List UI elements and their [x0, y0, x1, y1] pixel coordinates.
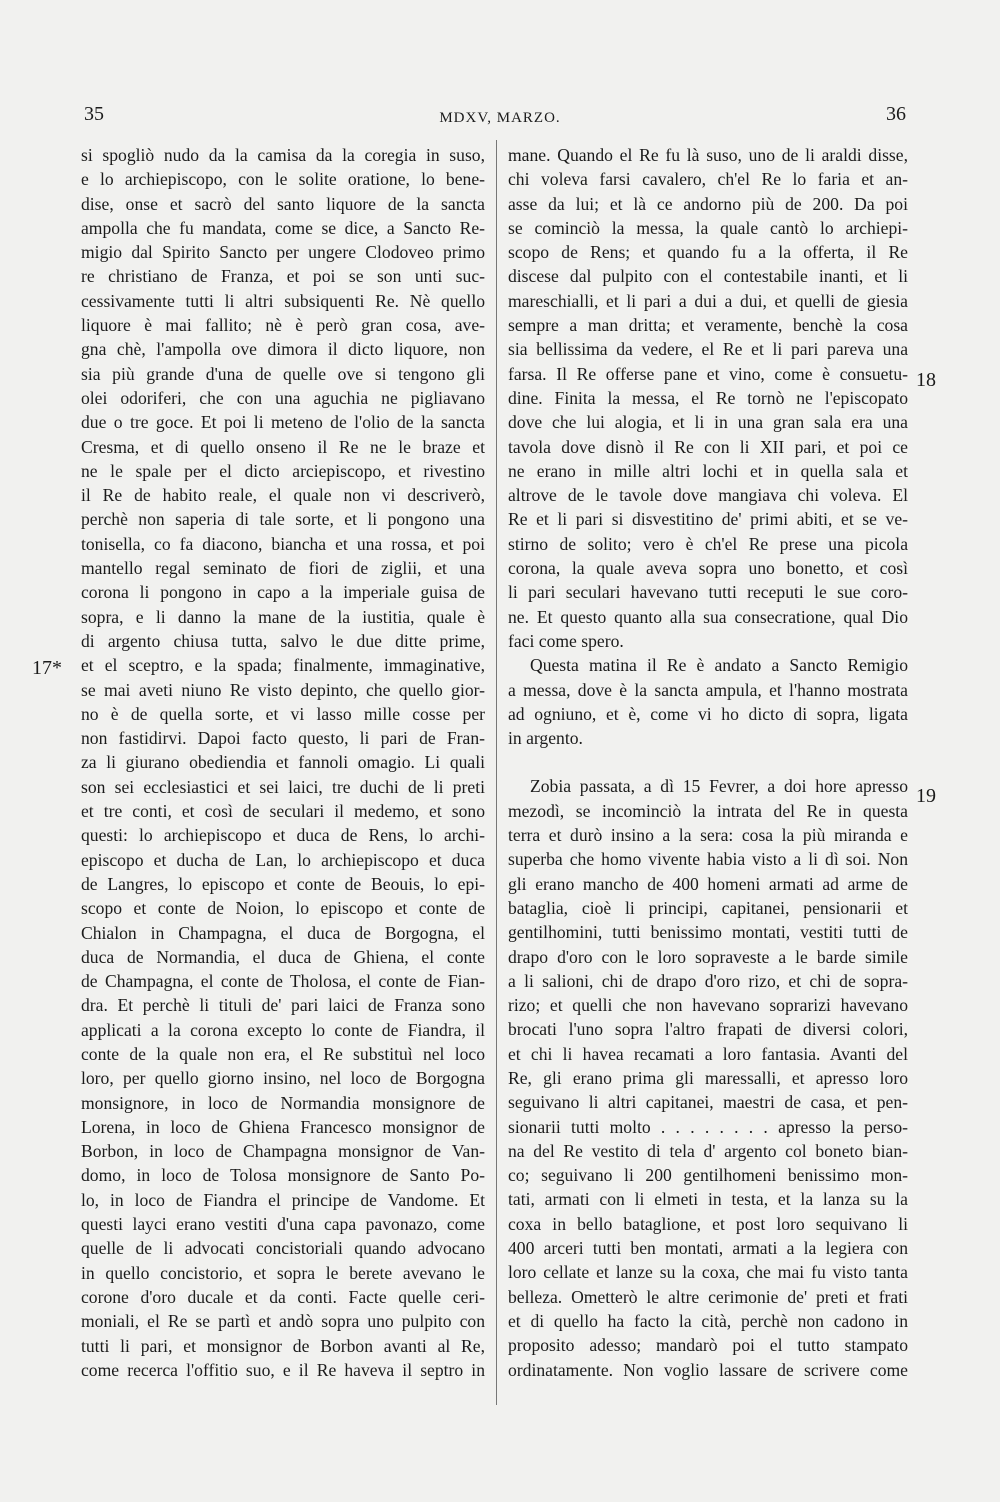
text-line: Re et li pari si disvestitino de' primi abiti, et se ve-	[508, 509, 908, 530]
paragraph-gap	[508, 750, 908, 774]
text-line: moniali, el Re se partì et andò sopra uno pulpito con	[81, 1311, 485, 1332]
text-line: questi layci erano vestiti d'una capa pavonazo, come	[81, 1214, 485, 1235]
text-line: tonisella, co fa diacono, biancha et una rossa, et poi	[81, 533, 485, 554]
text-line: ordinatamente. Non voglio lassare de scrivere come	[508, 1359, 908, 1380]
text-line: due o tre goce. Et poi li meteno de l'olio de la sancta	[81, 412, 485, 433]
text-line: Questa matina il Re è andato a Sancto Remigio	[530, 655, 908, 676]
text-line: si spogliò nudo da la camisa da la coregia in suso,	[81, 145, 485, 165]
text-line: in argento.	[508, 728, 583, 749]
text-line: applicati a la corona excepto lo conte de Fiandra, il	[81, 1019, 485, 1040]
text-line: za li giurano obediendia et fannoli omagio. Li quali	[81, 752, 485, 773]
page-number-right: 36	[886, 103, 906, 125]
text-line: in quello concistorio, et sopra le berete avevano le	[81, 1262, 485, 1283]
text-line: lo, in loco de Fiandra el principe de Vandome. Et	[81, 1189, 485, 1210]
right-column	[508, 143, 908, 1382]
text-line: scopo et conte de Noion, lo episcopo et conte de	[81, 898, 485, 919]
text-line: de Champagna, el conte de Tholosa, el conte de Fian-	[81, 971, 485, 992]
text-line: brocati l'uno sopra l'altro frapati de diversi colori,	[508, 1019, 908, 1040]
text-line: chi voleva farsi cavalero, ch'el Re lo faria et an-	[508, 169, 908, 190]
text-line: proposito adesso; mandarò poi el tutto stampato	[508, 1335, 908, 1356]
text-line: superba che homo vivente habia visto a li dì soi. Non	[508, 849, 908, 870]
text-line: scopo de Rens; et quando fu a la offerta, il Re	[508, 242, 908, 263]
margin-note-right-18: 18	[916, 369, 936, 391]
text-line: et tre conti, et così de seculari il medemo, et sono	[81, 801, 485, 822]
text-line: re christiano de Franza, et poi se son unti suc-	[81, 266, 485, 287]
text-line: ne erano in mille altri lochi et in quella sala et	[508, 460, 908, 481]
text-line: et chi li havea recamati a loro fantasia. Avanti del	[508, 1043, 908, 1064]
text-line: se mai aveti niuno Re visto depinto, che quello gior-	[81, 679, 485, 700]
text-line: a messa, dove è la sancta ampula, et l'hanno mostrata	[508, 679, 908, 700]
text-line: belleza. Ometterò le altre cerimonie de' preti et frati	[508, 1286, 908, 1307]
text-line: migio dal Spirito Sancto per ungere Clodoveo primo	[81, 242, 485, 263]
text-line: liquore è mai fallito; nè è però gran cosa, ave-	[81, 315, 485, 336]
text-line: sia bellissima da vedere, el Re et li pari pareva una	[508, 339, 908, 360]
text-line: questi: lo archiepiscopo et duca de Rens, lo archi-	[81, 825, 485, 846]
text-line: discese dal pulpito con el contestabile inanti, et li	[508, 266, 908, 287]
running-title: MDXV, MARZO.	[439, 110, 561, 126]
text-line: sempre a man dritta; et veramente, benchè la cosa	[508, 315, 908, 336]
text-line: Borbon, in loco de Champagna monsignor de Van-	[81, 1141, 485, 1162]
text-line: gli erano mancho de 400 homeni armati ad arme de	[508, 873, 908, 894]
text-line: co; seguivano li 200 gentilhomeni benissimo mon-	[508, 1165, 908, 1186]
text-line: li pari seculari havevano tutti receputi le sue coro-	[508, 582, 908, 603]
text-line: a li salioni, chi de drapo d'oro rizo, et chi de sopra-	[508, 970, 908, 991]
text-line: asse da lui; et là ce andorno più de 200. Da poi	[508, 193, 908, 214]
text-line: di argento chiusa tutta, salvo le due ditte prime,	[81, 630, 485, 651]
text-line: quelle de li advocati concistoriali quando advocano	[81, 1238, 485, 1259]
text-line: tutti li pari, et monsignor de Borbon avanti al Re,	[81, 1335, 485, 1356]
text-line: 400 arceri tutti ben montati, armati a la legiera con	[508, 1238, 908, 1259]
text-line: loro, per quello giorno insino, nel loco de Borgogna	[81, 1068, 485, 1089]
text-line: son sei ecclesiastici et sei laici, tre duchi de li preti	[81, 776, 485, 797]
text-line: et di quello ha facto la cità, perchè non cadono in	[508, 1310, 908, 1331]
text-line: ne le spale per el dicto arciepiscopo, et rivestino	[81, 460, 485, 481]
text-line: tavola dove disnò il Re con li XII pari, et poi ce	[508, 436, 908, 457]
text-line: e lo archiepiscopo, con le solite oratione, lo bene-	[81, 169, 485, 190]
text-line: seguivano li altri capitanei, maestri de casa, et pen-	[508, 1092, 908, 1113]
text-line: cessivamente tutti li altri subsiquenti Re. Nè quello	[81, 290, 485, 311]
text-line: perchè non saperia di tale sorte, et li pongono una	[81, 509, 485, 530]
text-line: il Re de habito reale, el quale non vi descriverò,	[81, 485, 485, 506]
text-line: conte de la quale non era, el Re substituì nel loco	[81, 1043, 485, 1064]
text-line: drapo d'oro con le loro sopraveste a le barde simile	[508, 946, 908, 967]
text-line: Re, gli erano prima gli maressalli, et apresso loro	[508, 1067, 908, 1088]
text-line: come recerca l'offitio suo, e il Re haveva il septro in	[81, 1359, 485, 1380]
text-line: sia più grande d'una de quelle ove si tengono gli	[81, 363, 485, 384]
text-line: mezodì, se incominciò la intrata del Re in questa	[508, 800, 908, 821]
text-line: se cominciò la messa, la quale cantò lo archiepi-	[508, 217, 908, 238]
text-line: Chialon in Champagna, el duca de Borgogna, el	[81, 922, 485, 943]
text-line: tati, armati con li elmeti in testa, et la lanza su la	[508, 1189, 908, 1210]
text-line: rizo; et quelli che non havevano soprarizi havevano	[508, 995, 908, 1016]
margin-note-left: 17*	[32, 657, 62, 679]
text-line: corone d'oro ducale et da conti. Facte quelle ceri-	[81, 1286, 485, 1307]
text-line: altrove de le tavole dove mangiava chi voleva. El	[508, 485, 908, 506]
margin-note-right-19: 19	[916, 785, 936, 807]
column-divider	[496, 140, 497, 1405]
text-line: non fastidirvi. Dapoi facto questo, li pari de Fran-	[81, 728, 485, 749]
text-line: sopra, e li danno la mane de la iustitia, quale è	[81, 606, 485, 627]
text-line: terra et durò insino a la sera: cosa la più miranda e	[508, 825, 908, 846]
text-line: de Langres, lo episcopo et conte de Beouis, lo epi-	[81, 873, 485, 894]
text-line: duca de Normandia, el duca de Ghiena, el conte	[81, 946, 485, 967]
text-line: sionarii tutti molto . . . . . . . . apresso la perso-	[508, 1116, 908, 1137]
text-line: mane. Quando el Re fu là suso, uno de li araldi disse,	[508, 145, 908, 165]
text-line: corona li pongono in capo a la imperiale guisa de	[81, 582, 485, 603]
text-line: domo, in loco de Tolosa monsignore de Santo Po-	[81, 1165, 485, 1186]
text-line: Cresma, et di quello onseno il Re ne le braze et	[81, 436, 485, 457]
text-line: coxa in bello bataglione, et post loro sequivano li	[508, 1213, 908, 1234]
text-line: mantello regal seminato de fiori de ziglii, et una	[81, 558, 485, 579]
text-line: Zobia passata, a dì 15 Fevrer, a doi hore apresso	[530, 776, 908, 797]
text-line: dra. Et perchè li tituli de' pari laici de Franza sono	[81, 995, 485, 1016]
text-line: farsa. Il Re offerse pane et vino, come è consuetu-	[508, 363, 908, 384]
text-line: no è de quella sorte, et vi lasso mille cosse per	[81, 703, 485, 724]
text-line: monsignore, in loco de Normandia monsignore de	[81, 1092, 485, 1113]
left-column	[81, 143, 485, 1382]
text-line: Lorena, in loco de Ghiena Francesco monsignor de	[81, 1116, 485, 1137]
text-line: loro cellate et lanze su la coxa, che mai fu visto tanta	[508, 1262, 908, 1283]
text-line: ad ogniuno, et è, come vi ho dicto di sopra, ligata	[508, 703, 908, 724]
text-line: corona, la quale aveva sopra uno bonetto, et così	[508, 558, 908, 579]
text-line: ne. Et questo quanto alla sua consecratione, qual Dio	[508, 606, 908, 627]
text-line: faci come spero.	[508, 630, 624, 651]
text-line: ampolla che fu mandata, come se dice, a Sancto Re-	[81, 217, 485, 238]
text-line: dove che lui alogia, et li in una gran sala era una	[508, 412, 908, 433]
text-line: gentilhomini, tutti benissimo montati, vestiti tutti de	[508, 922, 908, 943]
page-number-left: 35	[84, 103, 104, 125]
text-line: dine. Finita la messa, el Re tornò ne l'episcopato	[508, 387, 908, 408]
text-line: na del Re vestito di tela d' argento col boneto bian-	[508, 1140, 908, 1161]
text-line: et el sceptro, e la spada; finalmente, immaginative,	[81, 655, 485, 676]
text-line: stirno de solito; vero è ch'el Re prese una picola	[508, 533, 908, 554]
text-line: dise, onse et sacrò del santo liquore de la sancta	[81, 193, 485, 214]
text-line: bataglia, cioè li principi, capitanei, pensionarii et	[508, 897, 908, 918]
text-line: episcopo et ducha de Lan, lo archiepiscopo et duca	[81, 849, 485, 870]
text-line: olei odoriferi, che con una aguchia ne pigliavano	[81, 387, 485, 408]
text-line: gna chè, l'ampolla ove dimora il dicto liquore, non	[81, 339, 485, 360]
text-line: mareschialli, et li pari a dui a dui, et quelli de giesia	[508, 290, 908, 311]
